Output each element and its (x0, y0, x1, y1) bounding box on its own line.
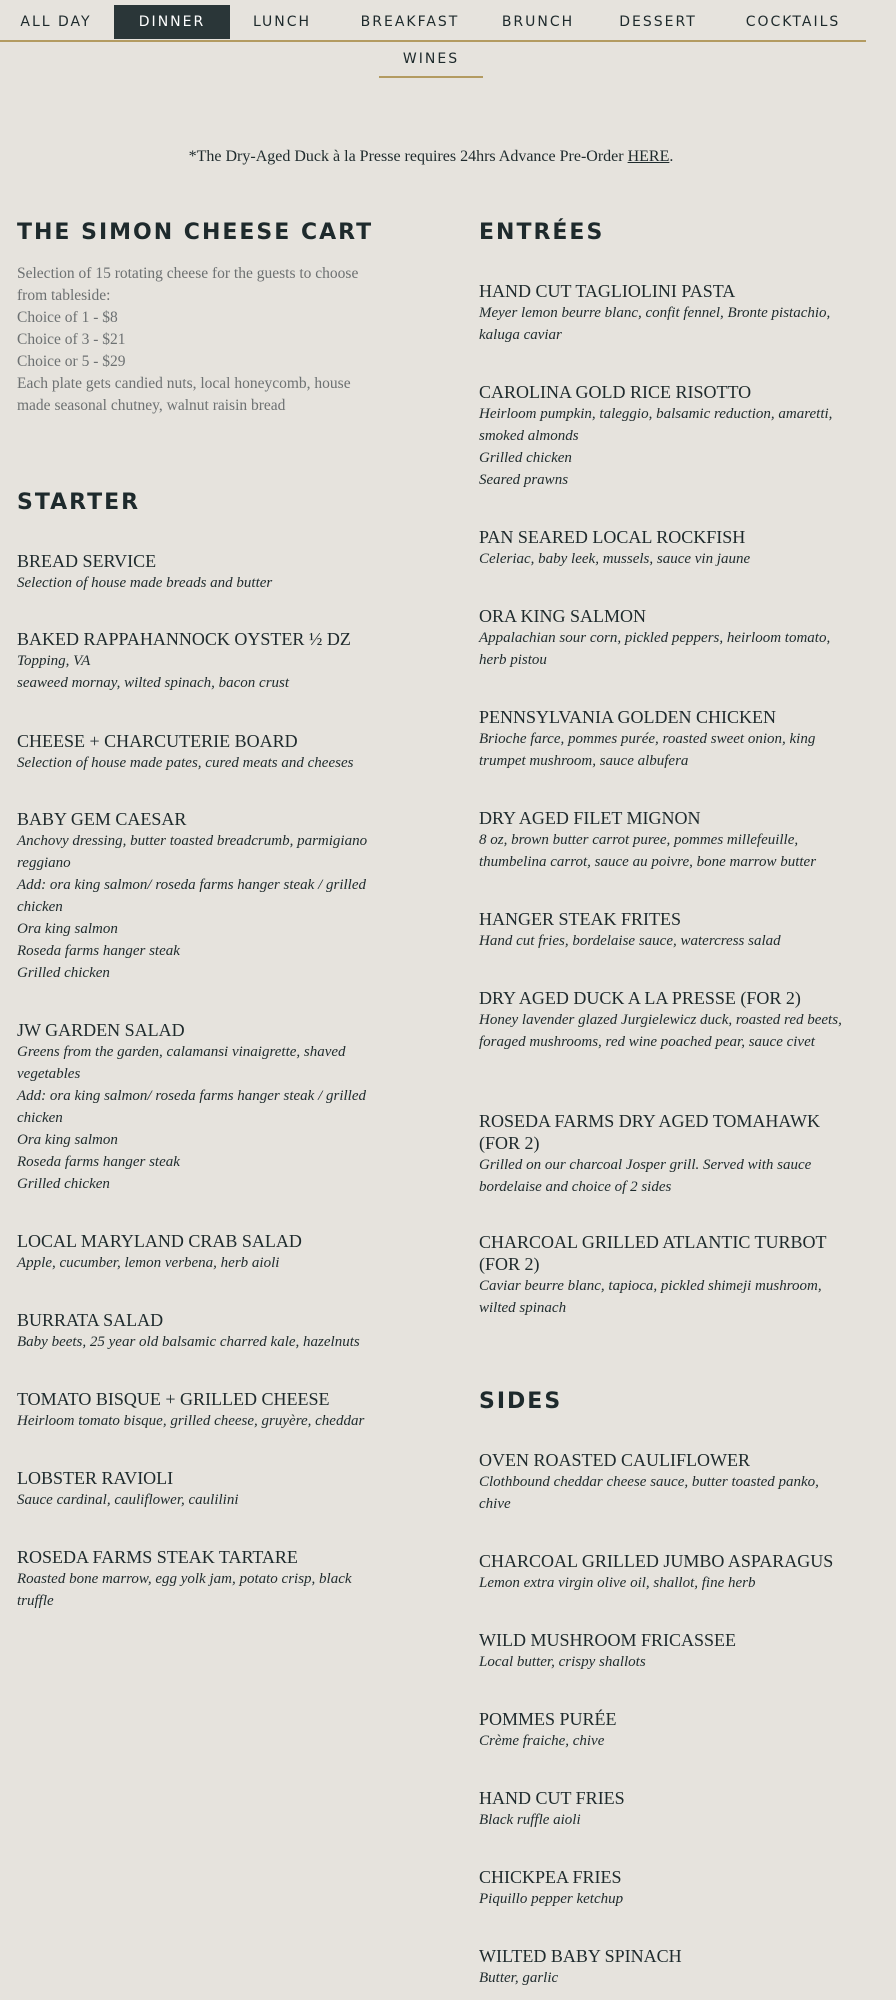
tab-dinner[interactable]: DINNER (114, 5, 230, 39)
menu-item (479, 1945, 849, 1989)
item-desc: 8 oz, brown butter carrot puree, pommes millefeuille, thumbelina carrot, sauce au poivre, bone marrow butter (479, 832, 817, 870)
item-name: CHARCOAL GRILLED JUMBO ASPARAGUS (479, 1551, 834, 1571)
menu-tabs (0, 0, 866, 42)
item-desc: Ora king salmon (17, 921, 118, 937)
item-name: JW GARDEN SALAD (17, 1020, 185, 1040)
menu-item (479, 526, 849, 570)
menu-item (17, 1309, 387, 1353)
item-desc: Crème fraiche, chive (479, 1733, 605, 1749)
tab-wines[interactable]: WINES (379, 42, 483, 78)
menu-item (17, 1019, 387, 1195)
item-name: TOMATO BISQUE + GRILLED CHEESE (17, 1389, 330, 1409)
item-desc: Lemon extra virgin olive oil, shallot, fine herb (479, 1575, 756, 1591)
item-name: WILD MUSHROOM FRICASSEE (479, 1630, 737, 1650)
menu-item (479, 1629, 849, 1673)
menu-item (479, 706, 849, 772)
entrees-title: ENTRÉES (479, 220, 605, 245)
menu-item (479, 908, 849, 952)
tab-cocktails[interactable]: COCKTAILS (745, 14, 841, 30)
item-desc: Topping, VA (17, 653, 91, 669)
notice-end: . (669, 148, 674, 165)
menu-item (479, 381, 849, 491)
menu-item (17, 1546, 387, 1612)
item-name: HANGER STEAK FRITES (479, 909, 682, 929)
item-desc: Hand cut fries, bordelaise sauce, watercress salad (479, 933, 781, 949)
menu-item (17, 628, 387, 694)
item-desc: Black ruffle aioli (479, 1812, 581, 1828)
item-desc: Grilled chicken (17, 1176, 110, 1192)
item-name: POMMES PURÉE (479, 1709, 617, 1729)
starter-title: STARTER (17, 490, 141, 515)
item-desc: Meyer lemon beurre blanc, confit fennel, Bronte pistachio, kaluga caviar (479, 305, 831, 343)
item-desc: Celeriac, baby leek, mussels, sauce vin jaune (479, 551, 751, 567)
item-name: CHARCOAL GRILLED ATLANTIC TURBOT (FOR 2) (479, 1232, 827, 1274)
cheese-cart-title: THE SIMON CHEESE CART (17, 220, 374, 245)
item-desc: Seared prawns (479, 472, 569, 488)
item-desc: Ora king salmon (17, 1132, 118, 1148)
item-desc: Anchovy dressing, butter toasted breadcrumb, parmigiano reggiano (17, 833, 368, 871)
cheese-line: Choice of 1 - $8 (17, 309, 118, 326)
item-name: HAND CUT FRIES (479, 1788, 625, 1808)
item-desc: Apple, cucumber, lemon verbena, herb aioli (17, 1255, 280, 1271)
cheese-line: Choice or 5 - $29 (17, 353, 126, 370)
item-desc: Grilled chicken (479, 450, 572, 466)
item-desc: seaweed mornay, wilted spinach, bacon crust (17, 675, 290, 691)
item-desc: Roseda farms hanger steak (17, 1154, 180, 1170)
item-desc: Heirloom tomato bisque, grilled cheese, gruyère, cheddar (17, 1413, 365, 1429)
menu-item (479, 1231, 849, 1319)
menu-item (479, 1449, 849, 1515)
item-name: CHEESE + CHARCUTERIE BOARD (17, 731, 298, 751)
item-name: OVEN ROASTED CAULIFLOWER (479, 1450, 750, 1470)
item-desc: Piquillo pepper ketchup (479, 1891, 624, 1907)
item-desc: Heirloom pumpkin, taleggio, balsamic reduction, amaretti, smoked almonds (479, 406, 833, 444)
cheese-line: Each plate gets candied nuts, local honeycomb, house made seasonal chutney, walnut raisin bread (17, 375, 351, 414)
item-desc: Butter, garlic (479, 1970, 559, 1986)
item-desc: Selection of house made pates, cured meats and cheeses (17, 755, 354, 771)
tab-brunch[interactable]: BRUNCH (501, 14, 575, 30)
item-name: BURRATA SALAD (17, 1310, 164, 1330)
tab-dessert[interactable]: DESSERT (619, 14, 697, 30)
item-name: LOBSTER RAVIOLI (17, 1468, 174, 1488)
menu-item (479, 280, 849, 346)
item-name: HAND CUT TAGLIOLINI PASTA (479, 281, 736, 301)
item-name: LOCAL MARYLAND CRAB SALAD (17, 1231, 302, 1251)
item-desc: Clothbound cheddar cheese sauce, butter toasted panko, chive (479, 1474, 819, 1512)
item-desc: Appalachian sour corn, pickled peppers, heirloom tomato, herb pistou (479, 630, 831, 668)
item-name: CHICKPEA FRIES (479, 1867, 622, 1887)
tab-all-day[interactable]: ALL DAY (20, 14, 92, 30)
item-desc: Add: ora king salmon/ roseda farms hanger steak / grilled chicken (17, 877, 367, 915)
menu-item (479, 987, 849, 1053)
item-desc: Baby beets, 25 year old balsamic charred kale, hazelnuts (17, 1334, 360, 1350)
item-name: BABY GEM CAESAR (17, 809, 187, 829)
pre-order-notice (0, 148, 862, 166)
item-name: ORA KING SALMON (479, 606, 647, 626)
cheese-line: Choice of 3 - $21 (17, 331, 126, 348)
cheese-line: Selection of 15 rotating cheese for the guests to choose from tableside: (17, 265, 359, 304)
menu-item (17, 808, 387, 984)
item-desc: Honey lavender glazed Jurgielewicz duck, roasted red beets, foraged mushrooms, red wine poached pear, sauce civet (479, 1012, 842, 1050)
item-name: PAN SEARED LOCAL ROCKFISH (479, 527, 746, 547)
item-desc: Caviar beurre blanc, tapioca, pickled shimeji mushroom, wilted spinach (479, 1278, 822, 1316)
item-name: CAROLINA GOLD RICE RISOTTO (479, 382, 752, 402)
menu-item (479, 1550, 849, 1594)
item-desc: Grilled chicken (17, 965, 110, 981)
menu-item (479, 1787, 849, 1831)
menu-item (17, 730, 387, 774)
notice-text: *The Dry-Aged Duck à la Presse requires 24hrs Advance Pre-Order (188, 148, 628, 165)
item-name: BAKED RAPPAHANNOCK OYSTER ½ DZ (17, 629, 351, 649)
menu-item (17, 1230, 387, 1274)
menu-item (17, 550, 387, 594)
item-desc: Roasted bone marrow, egg yolk jam, potato crisp, black truffle (17, 1571, 352, 1609)
item-name: WILTED BABY SPINACH (479, 1946, 682, 1966)
item-desc: Local butter, crispy shallots (479, 1654, 646, 1670)
tab-lunch[interactable]: LUNCH (252, 14, 312, 30)
item-name: ROSEDA FARMS DRY AGED TOMAHAWK (FOR 2) (479, 1111, 820, 1153)
tab-breakfast[interactable]: BREAKFAST (360, 14, 460, 30)
menu-item (479, 1110, 849, 1198)
item-name: DRY AGED FILET MIGNON (479, 808, 701, 828)
menu-item (479, 1866, 849, 1910)
sides-title: SIDES (479, 1389, 563, 1414)
menu-item (17, 1388, 387, 1432)
item-name: ROSEDA FARMS STEAK TARTARE (17, 1547, 298, 1567)
menu-item (479, 1708, 849, 1752)
item-name: BREAD SERVICE (17, 551, 157, 571)
pre-order-link[interactable]: HERE (627, 148, 670, 165)
item-desc: Roseda farms hanger steak (17, 943, 180, 959)
menu-item (479, 605, 849, 671)
menu-item (17, 1467, 387, 1511)
item-desc: Selection of house made breads and butter (17, 575, 273, 591)
item-desc: Grilled on our charcoal Josper grill. Served with sauce bordelaise and choice of 2 sides (479, 1157, 812, 1195)
item-name: DRY AGED DUCK A LA PRESSE (FOR 2) (479, 988, 801, 1008)
item-desc: Greens from the garden, calamansi vinaigrette, shaved vegetables (17, 1044, 346, 1082)
item-desc: Add: ora king salmon/ roseda farms hanger steak / grilled chicken (17, 1088, 367, 1126)
item-desc: Brioche farce, pommes purée, roasted sweet onion, king trumpet mushroom, sauce albufera (479, 731, 816, 769)
item-name: PENNSYLVANIA GOLDEN CHICKEN (479, 707, 777, 727)
menu-item (479, 807, 849, 873)
cheese-cart-description (17, 263, 387, 417)
item-desc: Sauce cardinal, cauliflower, caulilini (17, 1492, 239, 1508)
